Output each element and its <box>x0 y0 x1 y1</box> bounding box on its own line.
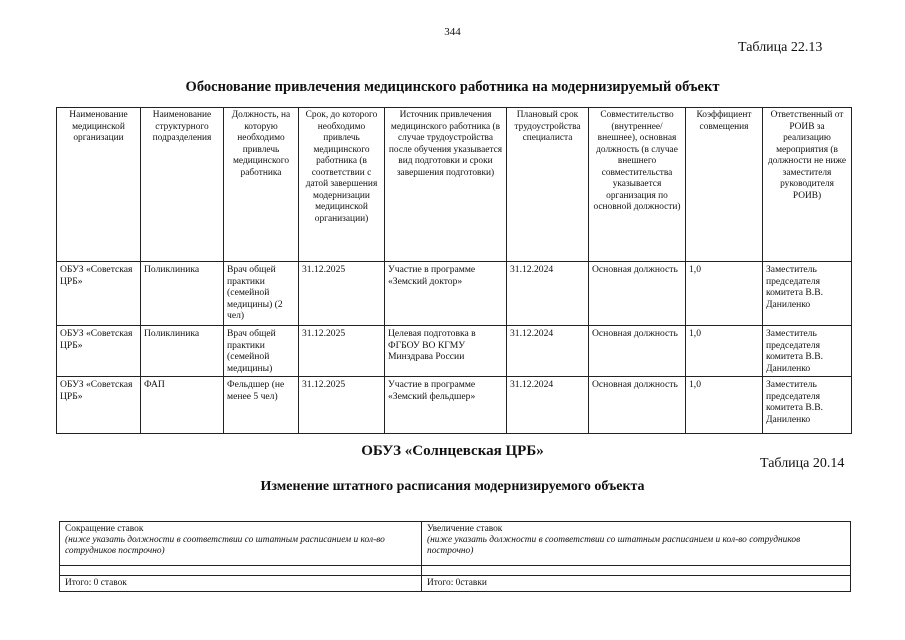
column-header: Источник привлечения медицинского работника (в случае трудоустройства после обучения указывается вид подготовки и сроки завершения подготовки) <box>385 108 507 262</box>
column-header: Совместительство (внутреннее/ внешнее), основная должность (в случае внешнего совместительства указывается организация по основной должности) <box>589 108 686 262</box>
staffing-justification-table <box>56 107 852 434</box>
table-row <box>57 262 852 326</box>
organization-heading: ОБУЗ «Солнцевская ЦРБ» <box>361 443 544 459</box>
table-cell: Участие в программе «Земский фельдшер» <box>385 377 507 434</box>
column-header: Плановый срок трудоустройства специалиста <box>507 108 589 262</box>
page-number: 344 <box>444 26 461 38</box>
staff-schedule-change-table <box>59 521 851 592</box>
column-header: Должность, на которую необходимо привлечь медицинского работника <box>224 108 299 262</box>
reduction-total: Итого: 0 ставок <box>60 576 422 592</box>
table-cell: 31.12.2025 <box>299 326 385 377</box>
table-cell: ОБУЗ «Советская ЦРБ» <box>57 262 141 326</box>
table-cell: Заместитель председателя комитета В.В. Даниленко <box>763 326 852 377</box>
column-header: Ответственный от РОИВ за реализацию мероприятия (в должности не ниже заместителя руководителя РОИВ) <box>763 108 852 262</box>
table-title: Обоснование привлечения медицинского работника на модернизируемый объект <box>185 79 720 95</box>
table-title: Изменение штатного расписания модернизируемого объекта <box>260 479 645 494</box>
table-cell: 31.12.2024 <box>507 326 589 377</box>
table-row <box>57 377 852 434</box>
table-cell: Фельдшер (не менее 5 чел) <box>224 377 299 434</box>
reduction-header: Сокращение ставок <box>65 524 144 534</box>
table-cell: Врач общей практики (семейной медицины) <box>224 326 299 377</box>
table-cell: 31.12.2024 <box>507 377 589 434</box>
increase-total: Итого: 0ставки <box>422 576 851 592</box>
increase-header-cell <box>422 522 851 566</box>
table-cell: ОБУЗ «Советская ЦРБ» <box>57 326 141 377</box>
table-cell: ФАП <box>141 377 224 434</box>
column-header: Наименование медицинской организации <box>57 108 141 262</box>
reduction-hint: (ниже указать должности в соответствии со штатным расписанием и кол-во сотрудников построчно) <box>65 535 385 556</box>
increase-hint: (ниже указать должности в соответствии со штатным расписанием и кол-во сотрудников построчно) <box>427 535 801 556</box>
table-cell: 1,0 <box>686 326 763 377</box>
table-cell <box>60 566 422 576</box>
table-cell: Участие в программе «Земский доктор» <box>385 262 507 326</box>
column-header: Наименование структурного подразделения <box>141 108 224 262</box>
table-header-row <box>57 108 852 262</box>
table-cell: ОБУЗ «Советская ЦРБ» <box>57 377 141 434</box>
table-cell: Поликлиника <box>141 262 224 326</box>
table-cell: Основная должность <box>589 377 686 434</box>
table-label: Таблица 22.13 <box>738 40 823 55</box>
column-header: Коэффициент совмещения <box>686 108 763 262</box>
table-cell: Целевая подготовка в ФГБОУ ВО КГМУ Минздрава России <box>385 326 507 377</box>
increase-header: Увеличение ставок <box>427 524 503 534</box>
table-header-row <box>60 522 851 566</box>
table-cell: Заместитель председателя комитета В.В. Даниленко <box>763 262 852 326</box>
table-cell: 31.12.2025 <box>299 262 385 326</box>
table-cell: Основная должность <box>589 326 686 377</box>
table-cell: Основная должность <box>589 262 686 326</box>
table-cell <box>422 566 851 576</box>
table-cell: Поликлиника <box>141 326 224 377</box>
table-cell: Заместитель председателя комитета В.В. Даниленко <box>763 377 852 434</box>
table-cell: 1,0 <box>686 262 763 326</box>
table-cell: Врач общей практики (семейной медицины) (2 чел) <box>224 262 299 326</box>
column-header: Срок, до которого необходимо привлечь медицинского работника (в соответствии с датой завершения модернизации медицинской организации) <box>299 108 385 262</box>
table-row <box>60 566 851 576</box>
table-cell: 31.12.2025 <box>299 377 385 434</box>
table-label: Таблица 20.14 <box>760 456 845 471</box>
table-cell: 31.12.2024 <box>507 262 589 326</box>
table-total-row <box>60 576 851 592</box>
reduction-header-cell <box>60 522 422 566</box>
table-row <box>57 326 852 377</box>
table-cell: 1,0 <box>686 377 763 434</box>
